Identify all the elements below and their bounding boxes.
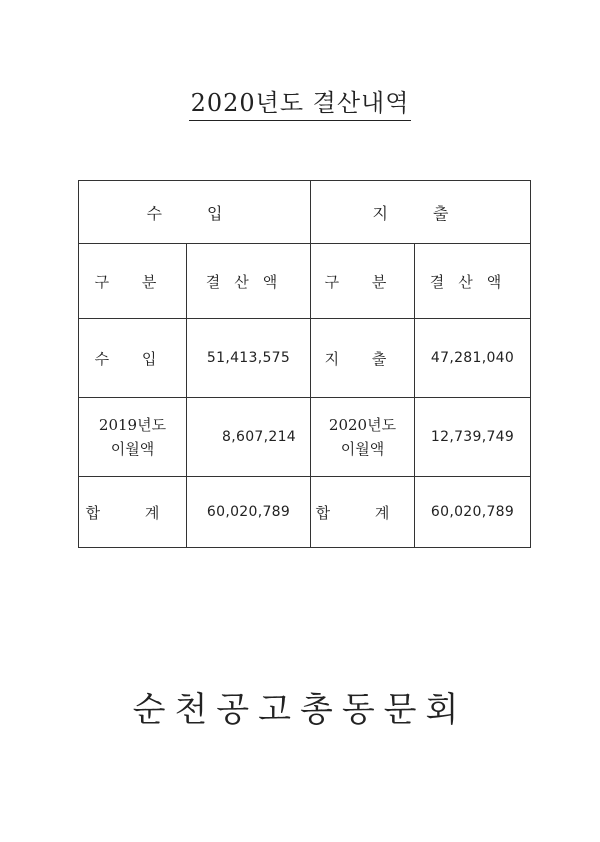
expense-header: 지 출	[311, 181, 531, 244]
organization-name: 순천공고총동문회	[132, 690, 468, 730]
document-title	[0, 88, 600, 121]
expense-carryover-amount: 12,739,749	[415, 398, 531, 477]
income-amount-header: 결산액	[187, 244, 311, 319]
table-row	[79, 319, 531, 398]
income-label: 수 입	[79, 319, 187, 398]
income-carryover-text: 이월액	[110, 440, 155, 458]
expense-total-label: 합 계	[311, 477, 415, 548]
expense-category-header: 구 분	[311, 244, 415, 319]
expense-amount-header: 결산액	[415, 244, 531, 319]
income-amount: 51,413,575	[187, 319, 311, 398]
income-carryover-year: 2019년도	[98, 416, 167, 434]
income-carryover-amount: 8,607,214	[187, 398, 311, 477]
expense-total-amount: 60,020,789	[415, 477, 531, 548]
table-subheader-row	[79, 244, 531, 319]
title-text: 2020년도 결산내역	[189, 88, 412, 121]
table-row-total	[79, 477, 531, 548]
expense-label: 지 출	[311, 319, 415, 398]
expense-carryover-label	[311, 398, 415, 477]
expense-amount: 47,281,040	[415, 319, 531, 398]
income-total-label: 합 계	[79, 477, 187, 548]
expense-carryover-text: 이월액	[340, 440, 385, 458]
income-carryover-label	[79, 398, 187, 477]
settlement-table	[78, 180, 531, 548]
expense-carryover-year: 2020년도	[328, 416, 397, 434]
income-total-amount: 60,020,789	[187, 477, 311, 548]
table-row-carryover	[79, 398, 531, 477]
table-header-row	[79, 181, 531, 244]
income-category-header: 구 분	[79, 244, 187, 319]
income-header: 수 입	[79, 181, 311, 244]
